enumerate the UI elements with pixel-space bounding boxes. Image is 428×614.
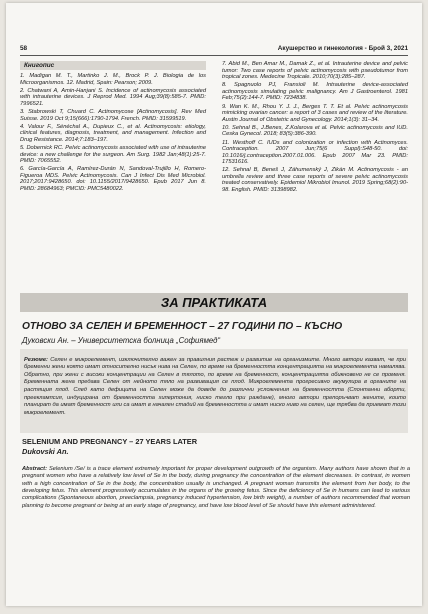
page-number: 58	[20, 45, 28, 52]
article-authors: Дуковски Ан. – Университетска болница „Софиямед“	[22, 336, 221, 345]
reference-item: 9. Wan K. M., Rhou Y. J. J., Berges T. T. Et al. Pelvic actinomycosis mimicking ovarian cancer: a report of 3 cases and review of the literature. Austin Journal of Obstetric and Gynecology. 2014;1(3): 31–34.	[222, 103, 408, 123]
reference-item: 11. Westhoff C. IUDs and colonization or infection with Actinomyces. Contraception. 2007 Jun;75(6 Suppl):S48-50. doi: 10.1016/j.contraception.2007.01.006. Epub 2007 Mar 23. PMID: 17531616.	[222, 139, 408, 166]
reference-item: 7. Abid M., Ben Amar M., Damak Z., et al. Intrauterine device and pelvic tumor: Two case reports of pelvic actinomycosis with pseudotumor from tropical zones. Medecine Tropicale. 2010;70(3):285–287.	[222, 61, 408, 80]
reference-item: 8. Spagnuolo PJ, Fransioli M. Intrauterine device-associated actinomycosis simulating pelvic malignancy. Am J Gastroenterol. 1981 Feb;75(2):144-7. PMID: 7234838.	[222, 82, 408, 102]
english-abstract-label: Abstract:	[22, 465, 47, 472]
reference-item: 3. Stabrowski T, Chuard C. Actinomycose [Actinomycosis]. Rev Med Suisse. 2019 Oct 9;15(666):1790-1794. French. PMID: 31599519.	[20, 109, 206, 122]
page-header	[20, 43, 408, 56]
english-authors: Dukovski An.	[22, 447, 69, 456]
section-banner: ЗА ПРАКТИКАТА	[20, 293, 408, 312]
reference-item: 5. Dobernick RC. Pelvic actinomycosis associated with use of intrauterine device: a new challenge for the surgeon. Am Surg. 1982 Jan;48(1):25-7. PMID: 7065552.	[20, 145, 206, 165]
reference-item: 4. Valour F., Sénéchal A., Dupieux C., et al. Actinomycosis: etiology, clinical features, diagnosis, treatment, and management. Infection and Drug Resistance. 2014;7:183–197.	[20, 123, 206, 143]
reference-item: 10. Sehnal B., J.Benes, Z.Kolarova et al. Pelvic actinomycosis and IUD. Ceska Gynecol. 2018; 83(5):386-390.	[222, 124, 408, 138]
reference-item: 6. García-García A, Ramírez-Durán N, Sandoval-Trujillo H, Romero-Figueroa MDS. Pelvic Actinomycosis. Can J Infect Dis Med Microbiol. 2017;2017:9428650. doi: 10.1155/2017/9428650. Epub 2017 Jun 8. PMID: 28684963; PMCID: PMC5480022.	[20, 166, 206, 192]
references-right-column	[222, 61, 408, 195]
abstract-bg	[24, 357, 406, 418]
abstract-text: Селен е микроелемент, изключително важен за правилния растеж и развитие на организмите. Много автори казват, че при бременни жени която имат относително нисък нива на Селен, по време на бременността концентрацията на микроелемента намалява. Обратно, при жени с високи концентрации на Селен в тялото, по време на бременност, концентрацията обикновено не се променя. Бременната жена предава Селен от нейното тяло на развиващия се плод. Микроелемента прогресивно акумулира в органите на растящия плод. След като дефицита на Селен може да доведе до различни усложнения на бременността (Спонтанни аборти, прееклампсия, индуцирана от бременността хипертония, ниско тегло при раждане), много автори препоръчват жените, които планират да имат бременност или са имат в начален стадий на бременността и имат ниско ниво на селен, ще трябва да приемат този микроелемент.	[24, 356, 406, 416]
abstract-label: Резюме:	[24, 356, 48, 363]
references-section	[20, 61, 408, 291]
journal-title: Акушерство и гинекология - Брой 3, 2021	[277, 45, 408, 52]
english-abstract-text: Selenium /Se/ is a trace element extremely important for proper development outgrowth of the organism. Many authors have shown that in a pregnant women who have a relatively low level of Se in the body, during pregnancy the concentration of the element decreases. In contrast, in women with a high concentration of Se in the body, the concentration usually is unchanged. A pregnant woman transmits the element from her body, to the developing fetus. This element progressively accumulates in the organs of the growing fetus. Since the deficiency of Se in humans can lead to various complications (Spontaneous abortion, preeclampsia, pregnancy induced hypertension, low birth weight), a number of authors recommended that woman planning to become pregnant or being at an early stage of pregnancy, and have low blood level of Se should have this element administered.	[22, 465, 410, 509]
reference-item: 12. Sehnal B, Beneš J, Záhumenský J, Zikán M. Actinomycosis - an umbrella review and three case reports of severe pelvic actinomycosis treated conservatively. Epidemiol Mikrobiol Imunol. 2019 Spring;68(2):90-98. English. PMID: 31398982.	[222, 167, 408, 193]
reference-item: 1. Madigan M. T., Martinko J. M., Brock P. J. Biologia de los Microorganismos. 12. Madrid, Spain: Pearson; 2009.	[20, 73, 206, 86]
reference-item: 2. Chatwani A, Amin-Hanjani S. Incidence of actinomycosis associated with intrauterine devices. J Reprod Med. 1994 Aug;39(8):585-7. PMID: 7996521.	[20, 87, 206, 107]
english-abstract	[22, 466, 410, 510]
journal-page	[6, 3, 422, 606]
english-title: SELENIUM AND PREGNANCY – 27 YEARS LATER	[22, 437, 198, 446]
references-title: Книгопис	[20, 61, 206, 70]
references-left-column	[20, 61, 206, 194]
article-title: ОТНОВО ЗА СЕЛЕН И БРЕМЕННОСТ – 27 ГОДИНИ ПО – КЪСНО	[22, 321, 343, 332]
